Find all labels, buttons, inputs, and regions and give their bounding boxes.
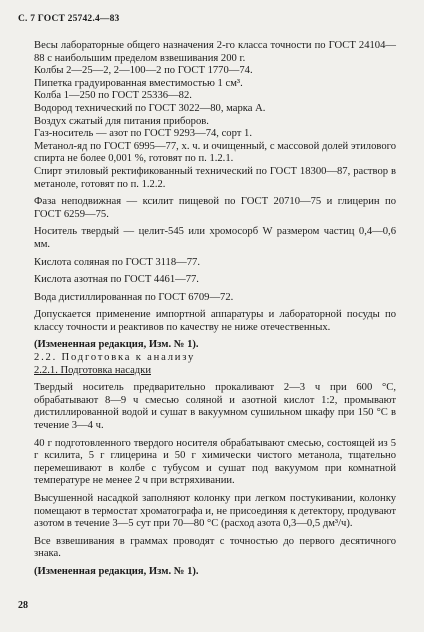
paragraph: Водород технический по ГОСТ 3022—80, марка А. bbox=[34, 102, 266, 114]
subsection-heading: 2.2.1. Подготовка насадки bbox=[34, 364, 151, 376]
paragraph: Все взвешивания в граммах проводят с точностью до первого десятичного знака. bbox=[34, 535, 396, 560]
paragraph: Твердый носитель предварительно прокаливают 2—3 ч при 600 °С, обрабатывают 8—9 ч смесью соляной и азотной кислот 1:2, промывают дистиллированной водой и сушат в вакуумном сушильном шкафу при 150 °С в течение 3—4 ч. bbox=[34, 382, 396, 432]
paragraph: Допускается применение импортной аппаратуры и лабораторной посуды по классу точности и реактивов по качеству не ниже отечественных. bbox=[34, 309, 396, 333]
amendment-note: (Измененная редакция, Изм. № 1). bbox=[34, 565, 199, 577]
paragraph: Носитель твердый — целит-545 или хромосорб W размером частиц 0,4—0,6 мм. bbox=[34, 226, 396, 250]
paragraph: Спирт этиловый ректификованный технический по ГОСТ 18300—87, раствор в метаноле, готовят по п. 1.2.2. bbox=[34, 165, 396, 190]
paragraph: Кислота азотная по ГОСТ 4461—77. bbox=[34, 274, 199, 286]
paragraph: Высушенной насадкой заполняют колонку при легком постукивании, колонку помещают в термостат хроматографа и, не присоединяя к детектору, продувают азотом в течение 3—5 сут при 70—80 °С (расход азота 0,3—0,5 дм³/ч). bbox=[34, 493, 396, 530]
paragraph: 40 г подготовленного твердого носителя обрабатывают смесью, состоящей из 5 г ксилита, 5 г глицерина и 50 г химически чистого метанола, тщательно перемешивают в колбе с тубусом и сушат под вакуумом при комнатной температуре не менее 2 ч при встряхивании. bbox=[34, 437, 396, 487]
paragraph: Колба 1—250 по ГОСТ 25336—82. bbox=[34, 90, 192, 102]
document-body bbox=[34, 40, 396, 579]
paragraph: Колбы 2—25—2, 2—100—2 по ГОСТ 1770—74. bbox=[34, 65, 253, 77]
paragraph: Кислота соляная по ГОСТ 3118—77. bbox=[34, 256, 200, 268]
paragraph: Вода дистиллированная по ГОСТ 6709—72. bbox=[34, 291, 234, 303]
page-number: 28 bbox=[18, 600, 28, 611]
page-header: С. 7 ГОСТ 25742.4—83 bbox=[18, 14, 120, 24]
section-heading: 2.2. Подготовка к анализу bbox=[34, 352, 196, 364]
paragraph: Пипетка градуированная вместимостью 1 см³. bbox=[34, 77, 243, 89]
paragraph: Метанол-яд по ГОСТ 6995—77, х. ч. и очищенный, с массовой долей этилового спирта не более 0,001 %, готовят по п. 1.2.1. bbox=[34, 140, 396, 165]
paragraph: Газ-носитель — азот по ГОСТ 9293—74, сорт 1. bbox=[34, 128, 252, 140]
paragraph: Фаза неподвижная — ксилит пищевой по ГОСТ 20710—75 и глицерин по ГОСТ 6259—75. bbox=[34, 196, 396, 220]
amendment-note: (Измененная редакция, Изм. № 1). bbox=[34, 339, 199, 351]
paragraph: Воздух сжатый для питания приборов. bbox=[34, 115, 209, 127]
paragraph: Весы лабораторные общего назначения 2-го класса точности по ГОСТ 24104—88 с наибольшим пределом взвешивания 200 г. bbox=[34, 40, 396, 64]
